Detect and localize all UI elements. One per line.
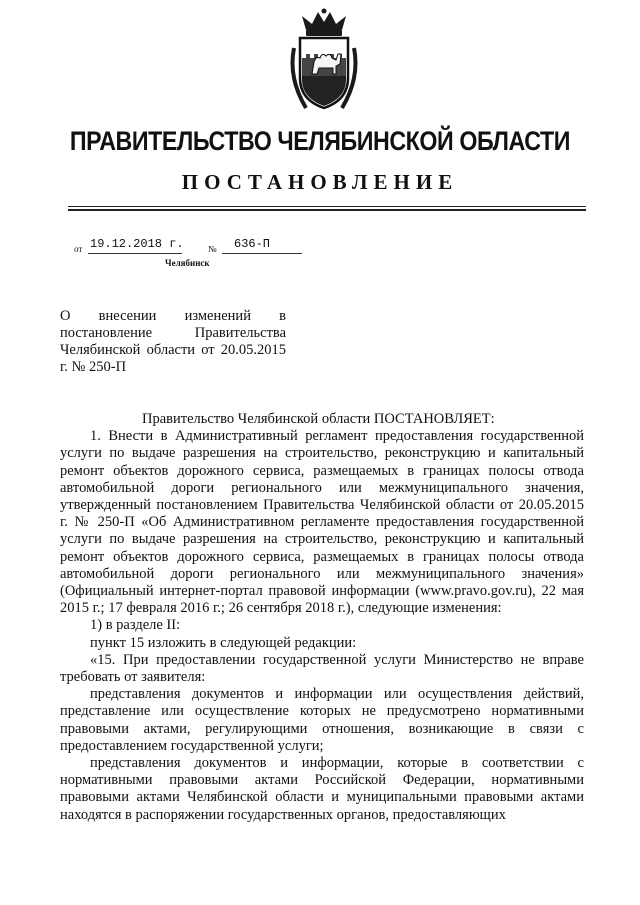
body-paragraph: 1) в разделе II: <box>90 617 181 634</box>
document-number: 636-П <box>234 237 271 251</box>
date-underline <box>88 253 182 254</box>
document-subject: О внесении изменений в постановление Правительства Челябинской области от 20.05.2015 г. № 250-П <box>60 308 286 375</box>
body-paragraph: представления документов и информации или осуществления действий, представление или осуществление которых не предусмотрено нормативными правовыми актами, регулирующими отношения, возникающие в связи с предоставлением государственной услуги; <box>60 686 584 754</box>
document-meta <box>74 236 314 260</box>
organization-title: ПРАВИТЕЛЬСТВО ЧЕЛЯБИНСКОЙ ОБЛАСТИ <box>69 126 571 156</box>
number-label: № <box>208 244 217 254</box>
document-date: 19.12.2018 г. <box>90 237 184 251</box>
header-divider-thick <box>68 209 586 211</box>
document-body <box>60 411 584 824</box>
number-underline <box>222 253 302 254</box>
body-paragraph: пункт 15 изложить в следующей редакции: <box>90 634 357 651</box>
document-type: ПОСТАНОВЛЕНИЕ <box>181 170 459 194</box>
coat-of-arms-icon <box>284 8 364 116</box>
city-name: Челябинск <box>165 258 210 268</box>
preamble: Правительство Челябинской области ПОСТАНОВЛЯЕТ: <box>142 411 495 427</box>
body-paragraph: 1. Внести в Административный регламент предоставления государственной услуги по выдаче разрешения на строительство, реконструкцию и капитальный ремонт объектов дорожного сервиса, размещаемых в границах полосы отвода автомобильной дороги регионального или межмуниципального значения, утвержденный постановлением Правительства Челябинской области от 20.05.2015 г. № 250-П «Об Административном регламенте предоставления государственной услуги по выдаче разрешения на строительство, реконструкцию и капитальный ремонт объектов дорожного сервиса, размещаемых в границах полосы отвода автомобильной дороги регионального или межмуниципального значения» (Официальный интернет-портал правовой информации (www.pravo.gov.ru), 22 мая 2015 г.; 17 февраля 2016 г.; 26 сентября 2018 г.), следующие изменения: <box>60 428 584 617</box>
date-label: от <box>74 244 83 254</box>
body-paragraph: представления документов и информации, которые в соответствии с нормативными правовыми актами Российской Федерации, нормативными правовыми актами Челябинской области и муниципальными правовыми актами находятся в распоряжении государственных органов, предоставляющих <box>60 755 584 823</box>
body-paragraph: «15. При предоставлении государственной услуги Министерство не вправе требовать от заявителя: <box>60 651 584 686</box>
header-divider <box>68 206 586 207</box>
